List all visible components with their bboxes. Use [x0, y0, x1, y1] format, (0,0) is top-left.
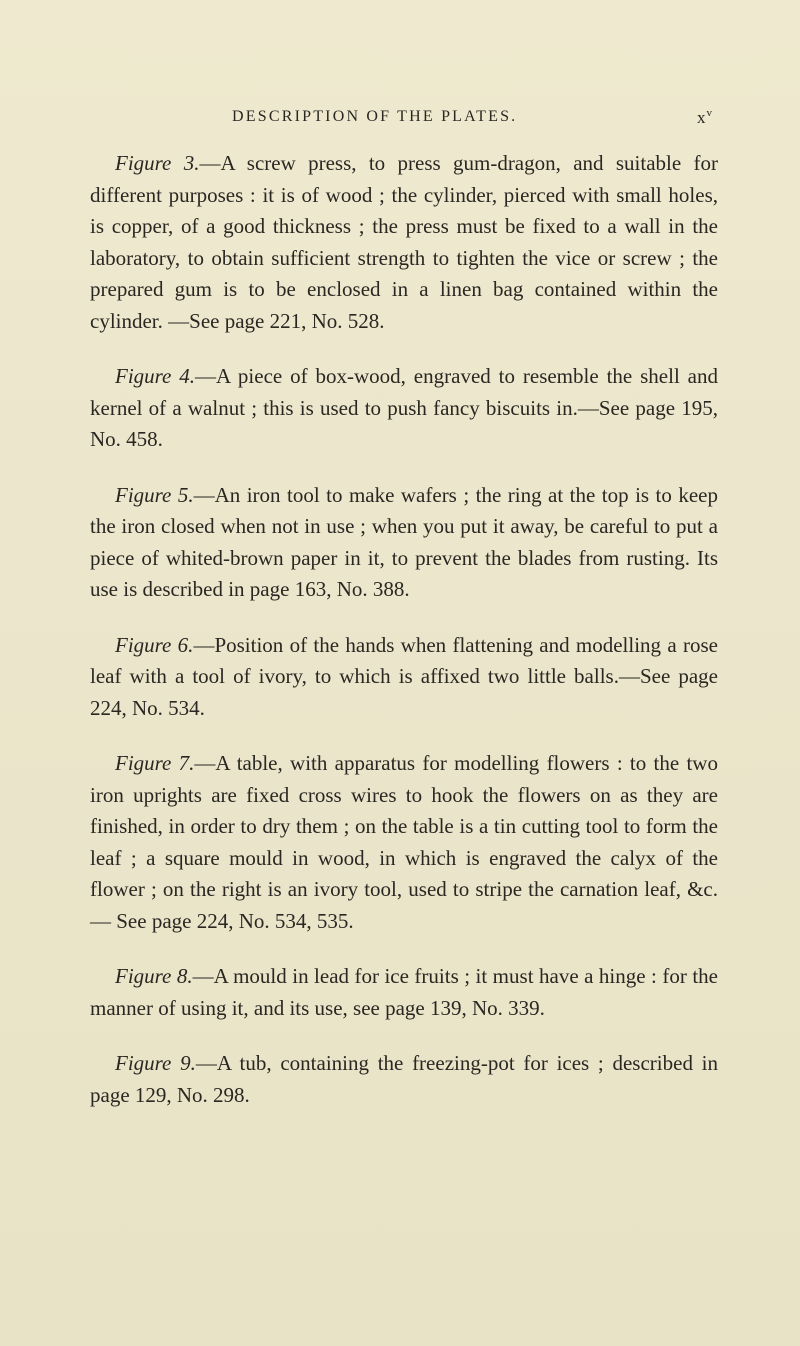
plate-descriptions	[90, 148, 718, 1111]
figure-5-label: Figure 5.	[115, 482, 194, 507]
figure-8-description	[90, 961, 718, 1024]
figure-8-text: —A mould in lead for ice fruits ; it must have a hinge : for the manner of using it, and its use, see page 139, No. 339.	[90, 964, 718, 1020]
figure-3-text: —A screw press, to press gum-dragon, and suitable for different purposes : it is of wood ; the cylinder, pierced with small holes, is copper, of a good thickness ; the press must be fixed to a wall in the laboratory, to obtain sufficient strength to tighten the vice or screw ; the prepared gum is to be enclosed in a linen bag contained within the cylinder. —See page 221, No. 528.	[90, 151, 718, 333]
figure-3-label: Figure 3.	[115, 151, 200, 175]
figure-6-description	[90, 630, 718, 725]
figure-9-label: Figure 9.	[115, 1051, 196, 1075]
figure-6-label: Figure 6.	[115, 632, 194, 657]
page-header	[0, 108, 800, 138]
page-number-superscript: v	[706, 107, 712, 119]
figure-4-description	[90, 361, 718, 456]
figure-7-description	[90, 748, 718, 937]
figure-9-description	[90, 1048, 718, 1111]
figure-7-label: Figure 7.	[115, 751, 195, 775]
figure-5-description	[90, 480, 718, 606]
figure-3-description	[90, 148, 718, 337]
figure-9-text: —A tub, containing the freezing-pot for ices ; described in page 129, No. 298.	[90, 1051, 718, 1107]
figure-6-text: —Position of the hands when flattening and modelling a rose leaf with a tool of ivory, to which is affixed two little balls.—See page 224, No. 534.	[90, 632, 718, 720]
figure-8-label: Figure 8.	[115, 964, 193, 988]
page-number-base: x	[697, 108, 706, 127]
running-title: DESCRIPTION OF THE PLATES.	[232, 108, 518, 125]
figure-4-label: Figure 4.	[115, 364, 196, 388]
figure-4-text: —A piece of box-wood, engraved to resemble the shell and kernel of a walnut ; this is used to push fancy biscuits in.—See page 195, No. 458.	[90, 364, 718, 451]
figure-5-text: —An iron tool to make wafers ; the ring at the top is to keep the iron closed when not in use ; when you put it away, be careful to put a piece of whited-brown paper in it, to prevent the blades from rusting. Its use is described in page 163, No. 388.	[90, 482, 718, 601]
figure-7-text: —A table, with apparatus for modelling flowers : to the two iron uprights are fixed cross wires to hook the flowers on as they are finished, in order to dry them ; on the table is a tin cutting tool to form the leaf ; a square mould in wood, in which is engraved the calyx of the flower ; on the right is an ivory tool, used to stripe the carnation leaf, &c.— See page 224, No. 534, 535.	[90, 751, 718, 933]
page-number	[697, 108, 712, 128]
